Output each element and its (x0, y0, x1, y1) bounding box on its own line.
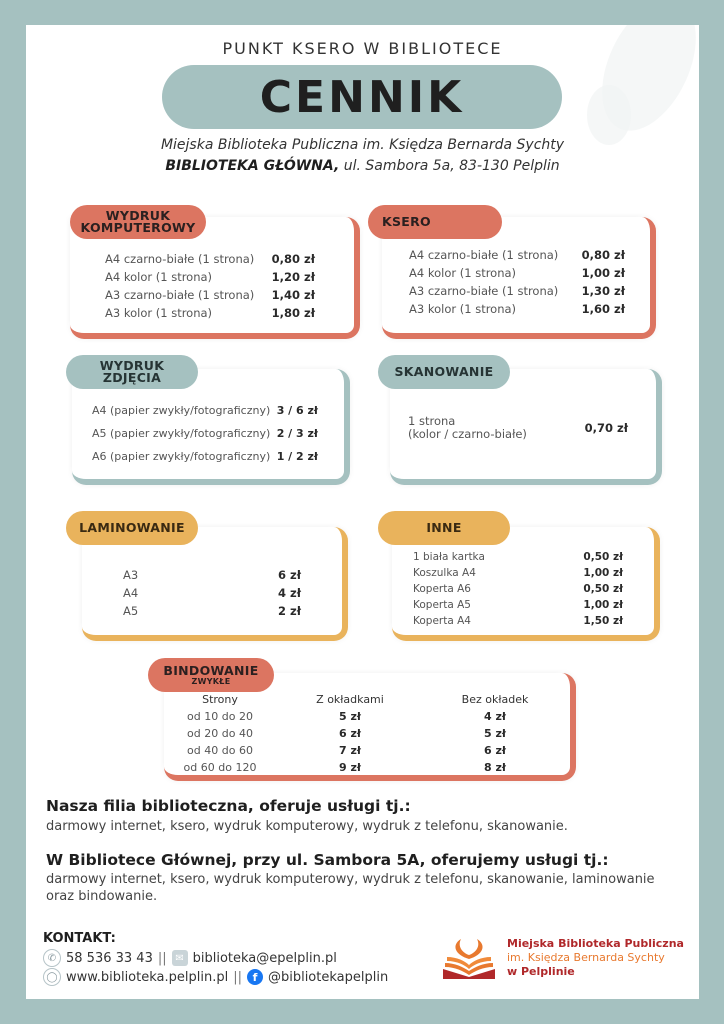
price-row (105, 288, 315, 302)
tag-line: KSERO (382, 214, 431, 229)
item-price: 0,80 zł (581, 248, 625, 262)
tag-line: ZDJĘCIA (102, 370, 162, 385)
price-row (413, 567, 623, 579)
item-label: A3 kolor (1 strona) (105, 306, 213, 320)
filia-heading: Nasza filia biblioteczna, oferuje usługi tj.: (46, 797, 411, 815)
logo-line-2: im. Księdza Bernarda Sychty (507, 951, 665, 964)
column-header: Bez okładek (461, 693, 529, 706)
facebook-link[interactable]: @bibliotekapelplin (267, 969, 389, 985)
tag-bindowanie (148, 658, 274, 692)
item-label: Koperta A4 (413, 615, 471, 627)
item-label: A3 (123, 568, 139, 582)
contact-line-2 (43, 968, 388, 986)
tag-subline: ZWYKŁE (191, 676, 231, 686)
separator: || (157, 950, 167, 966)
logo-line-3: w Pelplinie (507, 965, 575, 978)
item-price: 2 zł (278, 604, 301, 618)
price-row (105, 306, 315, 320)
contact-line-1 (43, 949, 337, 967)
facebook-icon: f (247, 969, 263, 985)
item-label: A3 kolor (1 strona) (409, 302, 517, 316)
kicker-heading: PUNKT KSERO W BIBLIOTECE (222, 39, 503, 58)
table-cell: 4 zł (484, 710, 506, 723)
item-label (408, 415, 527, 441)
binding-table (150, 693, 550, 783)
tag-line: BINDOWANIE (163, 662, 259, 678)
item-label: A5 (papier zwykły/fotograficzny) (92, 427, 271, 440)
item-price: 3 / 6 zł (276, 404, 318, 417)
title-banner (162, 65, 562, 129)
separator: || (233, 969, 242, 985)
item-price: 1,00 zł (581, 266, 625, 280)
glowna-heading: W Bibliotece Głównej, przy ul. Sambora 5A, oferujemy usługi tj.: (46, 851, 609, 869)
tag-line: SKANOWANIE (394, 364, 494, 379)
item-price: 0,80 zł (271, 252, 315, 266)
tag-line: KOMPUTEROWY (80, 220, 196, 235)
item-price: 4 zł (278, 586, 301, 600)
item-label: A3 czarno-białe (1 strona) (105, 288, 255, 302)
item-label: A4 czarno-białe (1 strona) (409, 248, 559, 262)
table-cell: 7 zł (339, 744, 361, 757)
open-book-heart-icon (441, 935, 497, 981)
item-price: 1 / 2 zł (276, 450, 318, 463)
item-price: 2 / 3 zł (276, 427, 318, 440)
item-price: 1,00 zł (583, 599, 623, 611)
tag-wydruk-zdjecia (66, 355, 198, 389)
item-label: Koszulka A4 (413, 567, 476, 579)
item-label: A3 czarno-białe (1 strona) (409, 284, 559, 298)
library-logo (441, 935, 691, 985)
item-label: A4 (papier zwykły/fotograficzny) (92, 404, 271, 417)
item-label-line: 1 strona (408, 414, 456, 428)
table-cell: od 60 do 120 (183, 761, 257, 774)
price-row (123, 604, 301, 618)
flyer-panel (26, 25, 699, 999)
tag-line: LAMINOWANIE (79, 520, 185, 535)
item-price: 1,40 zł (271, 288, 315, 302)
page-title: CENNIK (259, 71, 465, 123)
item-label: Koperta A5 (413, 599, 471, 611)
table-cell: 8 zł (484, 761, 506, 774)
price-row (408, 415, 628, 441)
item-label: Koperta A6 (413, 583, 471, 595)
item-price: 1,30 zł (581, 284, 625, 298)
tag-laminowanie (66, 511, 198, 545)
item-price: 6 zł (278, 568, 301, 582)
tag-line: WYDRUK (99, 358, 165, 373)
price-row (409, 302, 625, 316)
table-cell: 9 zł (339, 761, 361, 774)
address-text: ul. Sambora 5a, 83-130 Pelplin (343, 158, 560, 174)
item-price: 1,20 zł (271, 270, 315, 284)
price-row (409, 248, 625, 262)
table-cell: od 20 do 40 (187, 727, 253, 740)
tag-ksero (368, 205, 502, 239)
phone-number[interactable]: 58 536 33 43 (66, 950, 153, 966)
tag-line: WYDRUK (105, 208, 171, 223)
phone-icon: ✆ (43, 949, 61, 967)
price-row (123, 586, 301, 600)
column-header: Strony (202, 693, 238, 706)
table-cell: od 40 do 60 (187, 744, 253, 757)
logo-line-1: Miejska Biblioteka Publiczna (507, 937, 684, 950)
price-row (92, 427, 318, 440)
item-price: 0,50 zł (583, 583, 623, 595)
table-cell: 5 zł (484, 727, 506, 740)
price-row (409, 266, 625, 280)
price-row (123, 568, 301, 582)
item-price: 1,00 zł (583, 567, 623, 579)
tag-line: INNE (426, 520, 462, 535)
item-label: A4 kolor (1 strona) (409, 266, 517, 280)
item-label: A6 (papier zwykły/fotograficzny) (92, 450, 271, 463)
glowna-text: darmowy internet, ksero, wydruk komputerowy, wydruk z telefonu, skanowanie, laminowanie oraz bindowanie. (46, 872, 655, 904)
table-cell: 6 zł (484, 744, 506, 757)
price-row (413, 599, 623, 611)
price-row (413, 615, 623, 627)
filia-text: darmowy internet, ksero, wydruk komputerowy, wydruk z telefonu, skanowanie. (46, 819, 568, 834)
table-cell: 5 zł (339, 710, 361, 723)
item-label: 1 biała kartka (413, 551, 485, 563)
price-row (92, 450, 318, 463)
tag-skanowanie (378, 355, 510, 389)
item-label: A4 kolor (1 strona) (105, 270, 213, 284)
column-header: Z okładkami (316, 693, 384, 706)
item-price: 1,80 zł (271, 306, 315, 320)
item-label-line: (kolor / czarno-białe) (408, 427, 527, 441)
price-row (413, 551, 623, 563)
price-row (92, 404, 318, 417)
item-price: 1,50 zł (583, 615, 623, 627)
item-price: 1,60 zł (581, 302, 625, 316)
website-link[interactable]: www.biblioteka.pelplin.pl (66, 969, 229, 985)
item-label: A4 (123, 586, 139, 600)
price-row (409, 284, 625, 298)
price-row (413, 583, 623, 595)
globe-icon: ◯ (43, 968, 61, 986)
item-price: 0,50 zł (583, 551, 623, 563)
logo-text (507, 937, 684, 979)
branch-name: BIBLIOTEKA GŁÓWNA, (165, 158, 340, 174)
tag-inne (378, 511, 510, 545)
price-row (105, 252, 315, 266)
item-price: 0,70 zł (584, 421, 628, 435)
tag-wydruk-komputerowy (70, 205, 206, 239)
library-name: Miejska Biblioteka Publiczna im. Księdza Bernarda Sychty (160, 137, 565, 153)
library-address (26, 158, 699, 174)
table-cell: od 10 do 20 (187, 710, 253, 723)
email-link[interactable]: biblioteka@epelplin.pl (192, 950, 337, 966)
envelope-icon: ✉ (172, 950, 188, 966)
price-row (105, 270, 315, 284)
item-label: A5 (123, 604, 139, 618)
table-cell: 6 zł (339, 727, 361, 740)
contact-heading: KONTAKT: (43, 931, 116, 946)
item-label: A4 czarno-białe (1 strona) (105, 252, 255, 266)
